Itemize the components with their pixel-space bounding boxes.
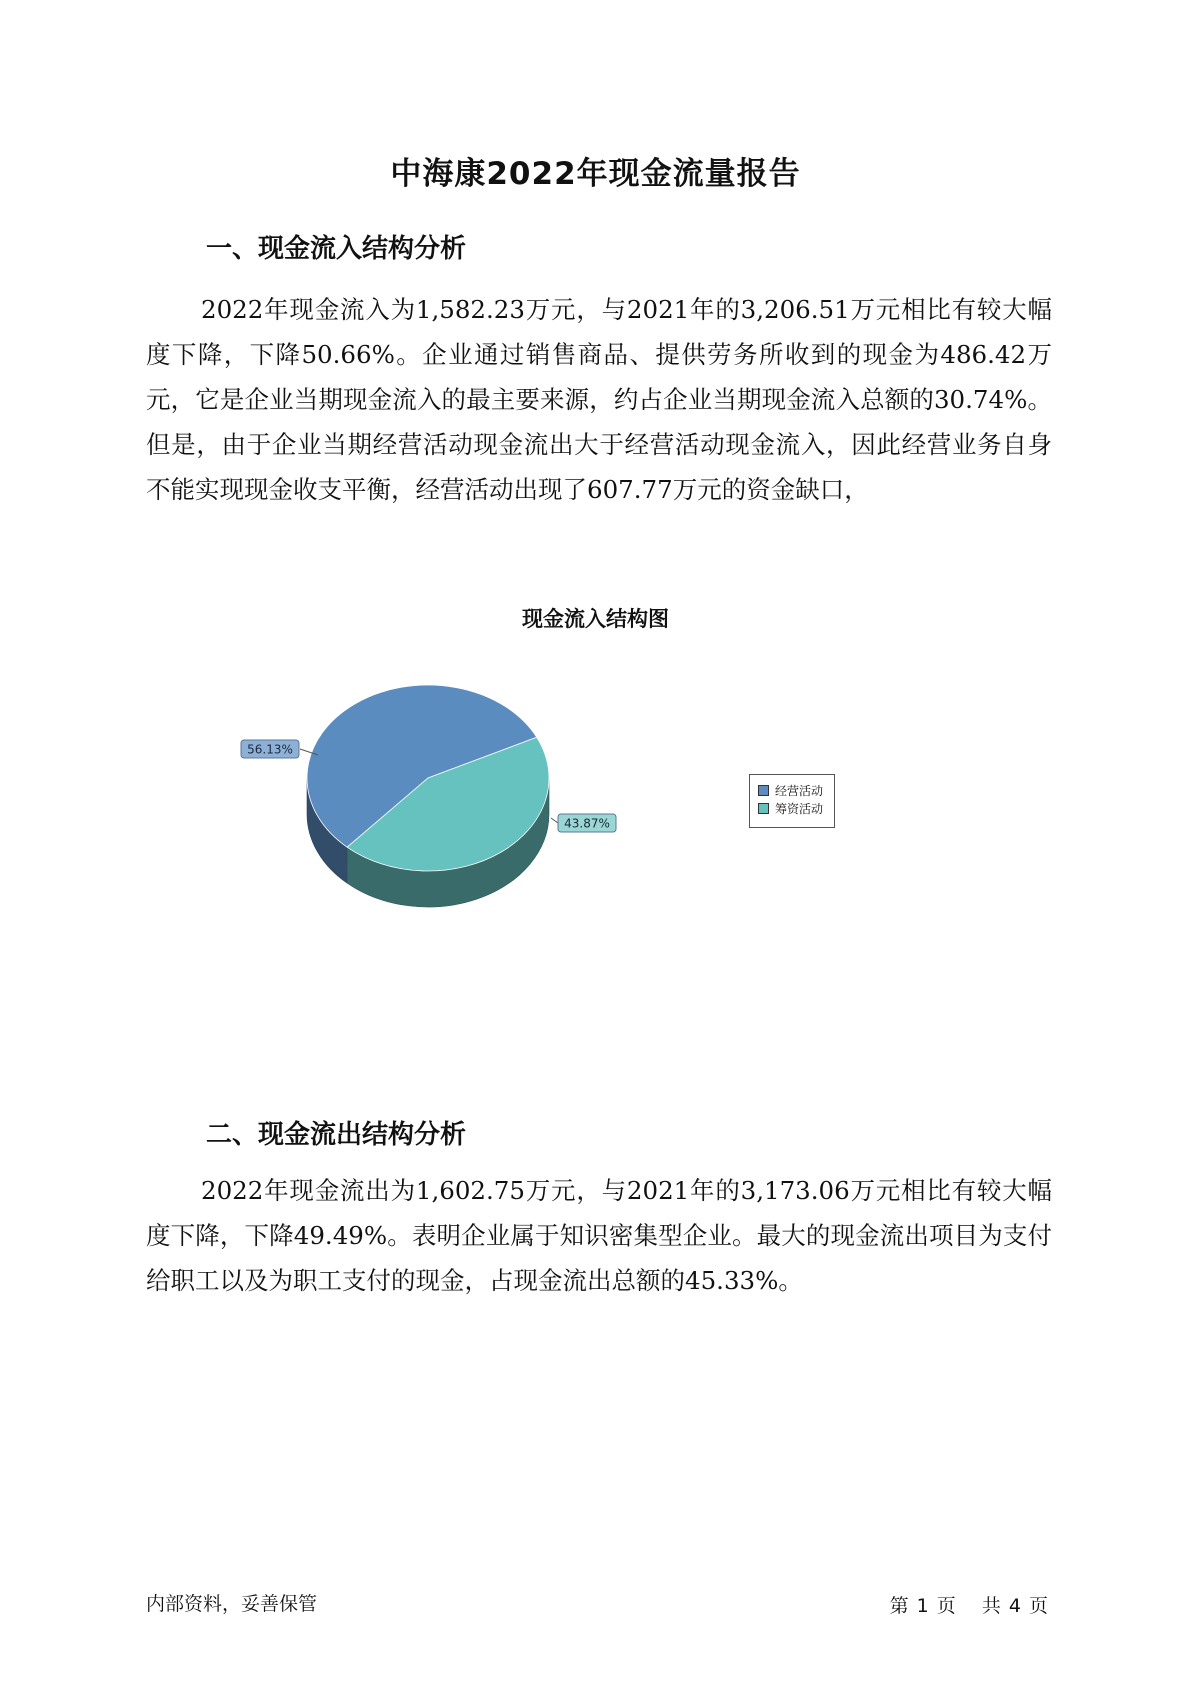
footer-page-prefix: 第 [889,1595,909,1617]
footer-page-unit: 页 [936,1595,956,1617]
legend-swatch-operating [758,785,769,796]
pie-data-label-经营活动: 56.13% [247,742,293,757]
footer-total-unit: 页 [1028,1595,1048,1617]
footer-total-prefix: 共 [981,1595,1001,1617]
legend-label-financing: 筹资活动 [775,801,824,816]
report-title: 中海康2022年现金流量报告 [390,156,801,192]
chart-legend [749,774,835,828]
footer-page-number: 1 [916,1595,929,1617]
pie-leader-line-筹资活动 [551,818,558,823]
section-paragraph-inflow: 2022年现金流入为1,582.23万元，与2021年的3,206.51万元相比有较大幅度下降，下降50.66%。企业通过销售商品、提供劳务所收到的现金为486.42万元，它是企业当期现金流入的最主要来源，约占企业当期现金流入总额的30.74%。但是，由于企业当期经营活动现金流出大于经营活动现金流入，因此经营业务自身不能实现现金收支平衡，经营活动出现了607.77万元的资金缺口， [146,295,1052,504]
section-heading-inflow: 一、现金流入结构分析 [206,234,467,264]
section-heading-outflow: 二、现金流出结构分析 [206,1120,467,1150]
legend-item-financing [758,799,834,817]
legend-label-operating: 经营活动 [775,783,824,798]
pie-data-label-筹资活动: 43.87% [564,816,610,831]
footer-confidential-note: 内部资料，妥善保管 [146,1593,318,1615]
footer-page-indicator [886,1591,1052,1618]
section-paragraph-outflow: 2022年现金流出为1,602.75万元，与2021年的3,173.06万元相比有较大幅度下降，下降49.49%。表明企业属于知识密集型企业。最大的现金流出项目为支付给职工以及为职工支付的现金，占现金流出总额的45.33%。 [146,1176,1052,1295]
chart-title: 现金流入结构图 [522,607,669,631]
legend-item-operating [758,781,834,799]
footer-total-pages: 4 [1008,1595,1021,1617]
legend-swatch-financing [758,803,769,814]
